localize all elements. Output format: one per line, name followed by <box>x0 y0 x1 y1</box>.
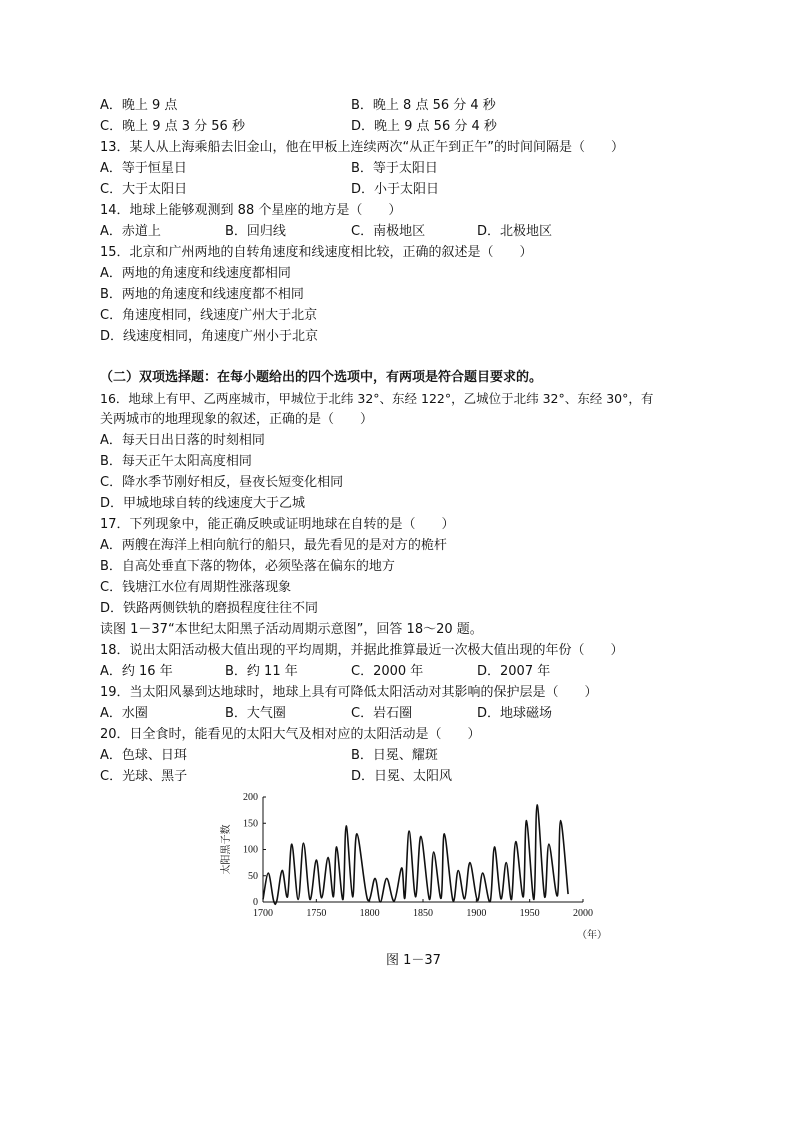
q14-option-a: A．赤道上 <box>100 224 161 239</box>
q19-option-d: D．地球磁场 <box>477 706 553 721</box>
y-tick-label: 100 <box>243 844 258 856</box>
q16-option-c: C．降水季节刚好相反，昼夜长短变化相同 <box>100 475 344 490</box>
q13-option-a: A．等于恒星日 <box>100 161 187 176</box>
y-axis-label: 太阳黑子数 <box>221 824 232 875</box>
x-tick-label: 1950 <box>519 908 540 919</box>
q20-stem: 20．日全食时，能看见的太阳大气及相对应的太阳活动是（ ） <box>100 727 481 742</box>
q15-option-c: C．角速度相同，线速度广州大于北京 <box>100 308 318 323</box>
section2-heading: （二）双项选择题：在每小题给出的四个选项中，有两项是符合题目要求的。 <box>100 370 543 385</box>
y-tick-label: 200 <box>243 792 258 803</box>
q17-option-a: A．两艘在海洋上相向航行的船只，最先看见的是对方的桅杆 <box>100 538 447 553</box>
q12-option-a: A．晚上 9 点 <box>100 98 178 113</box>
y-tick-label: 0 <box>253 897 258 908</box>
sunspot-chart <box>215 788 615 948</box>
q12-option-d: D．晚上 9 点 56 分 4 秒 <box>351 119 497 134</box>
q14-option-c: C．南极地区 <box>351 224 426 239</box>
q13-option-d: D．小于太阳日 <box>351 182 440 197</box>
x-tick-label: 1800 <box>359 908 380 919</box>
q18-option-a: A．约 16 年 <box>100 664 173 679</box>
q16-option-b: B．每天正午太阳高度相同 <box>100 454 252 469</box>
q19-option-b: B．大气圈 <box>225 706 286 721</box>
q13-option-b: B．等于太阳日 <box>351 161 438 176</box>
q18-option-d: D．2007 年 <box>477 664 551 679</box>
q16-stem-line1: 16．地球上有甲、乙两座城市，甲城位于北纬 32°、东经 122°，乙城位于北纬 32°、东经 30°，有 <box>100 391 654 406</box>
q19-option-a: A．水圈 <box>100 706 148 721</box>
q14-option-b: B．回归线 <box>225 224 286 239</box>
x-tick-label: 1850 <box>413 908 433 919</box>
q16-stem-line2: 关两城市的地理现象的叙述，正确的是（ ） <box>100 412 374 427</box>
x-axis-label: （年） <box>577 930 607 941</box>
x-tick-label: 2000 <box>573 908 593 919</box>
y-tick-label: 50 <box>248 870 258 882</box>
q17-option-b: B．自高处垂直下落的物体，必须坠落在偏东的地方 <box>100 559 395 574</box>
q17-stem: 17．下列现象中，能正确反映或证明地球在自转的是（ ） <box>100 517 455 532</box>
x-tick-label: 1700 <box>253 908 273 919</box>
q14-option-d: D．北极地区 <box>477 224 553 239</box>
q20-option-c: C．光球、黑子 <box>100 769 188 784</box>
q20-option-a: A．色球、日珥 <box>100 748 187 763</box>
q19-option-c: C．岩石圈 <box>351 706 413 721</box>
q17-option-d: D．铁路两侧铁轨的磨损程度往往不同 <box>100 601 319 616</box>
y-tick-label: 150 <box>243 818 258 830</box>
q12-option-b: B．晚上 8 点 56 分 4 秒 <box>351 98 496 113</box>
read-instruction: 读图 1－37“本世纪太阳黑子活动周期示意图”，回答 18～20 题。 <box>100 622 483 637</box>
q13-option-c: C．大于太阳日 <box>100 182 188 197</box>
q15-stem: 15．北京和广州两地的自转角速度和线速度相比较，正确的叙述是（ ） <box>100 245 533 260</box>
q18-stem: 18．说出太阳活动极大值出现的平均周期，并据此推算最近一次极大值出现的年份（ ） <box>100 643 624 658</box>
chart-series <box>263 805 568 904</box>
figure-caption: 图 1－37 <box>386 953 441 968</box>
q15-option-d: D．线速度相同，角速度广州小于北京 <box>100 329 319 344</box>
q20-option-b: B．日冕、耀斑 <box>351 748 438 763</box>
q20-option-d: D．日冕、太阳风 <box>351 769 453 784</box>
x-tick-label: 1900 <box>466 908 487 919</box>
q13-stem: 13．某人从上海乘船去旧金山，他在甲板上连续两次“从正午到正午”的时间间隔是（ ） <box>100 140 625 155</box>
q15-option-b: B．两地的角速度和线速度都不相同 <box>100 287 304 302</box>
q16-option-d: D．甲城地球自转的线速度大于乙城 <box>100 496 306 511</box>
q16-option-a: A．每天日出日落的时刻相同 <box>100 433 265 448</box>
q19-stem: 19．当太阳风暴到达地球时，地球上具有可降低太阳活动对其影响的保护层是（ ） <box>100 685 598 700</box>
q17-option-c: C．钱塘江水位有周期性涨落现象 <box>100 580 292 595</box>
x-tick-label: 1750 <box>306 908 327 919</box>
q12-option-c: C．晚上 9 点 3 分 56 秒 <box>100 119 245 134</box>
q18-option-c: C．2000 年 <box>351 664 424 679</box>
sunspot-series-line <box>263 805 568 904</box>
q14-stem: 14．地球上能够观测到 88 个星座的地方是（ ） <box>100 203 402 218</box>
q15-option-a: A．两地的角速度和线速度都相同 <box>100 266 291 281</box>
q18-option-b: B．约 11 年 <box>225 664 298 679</box>
